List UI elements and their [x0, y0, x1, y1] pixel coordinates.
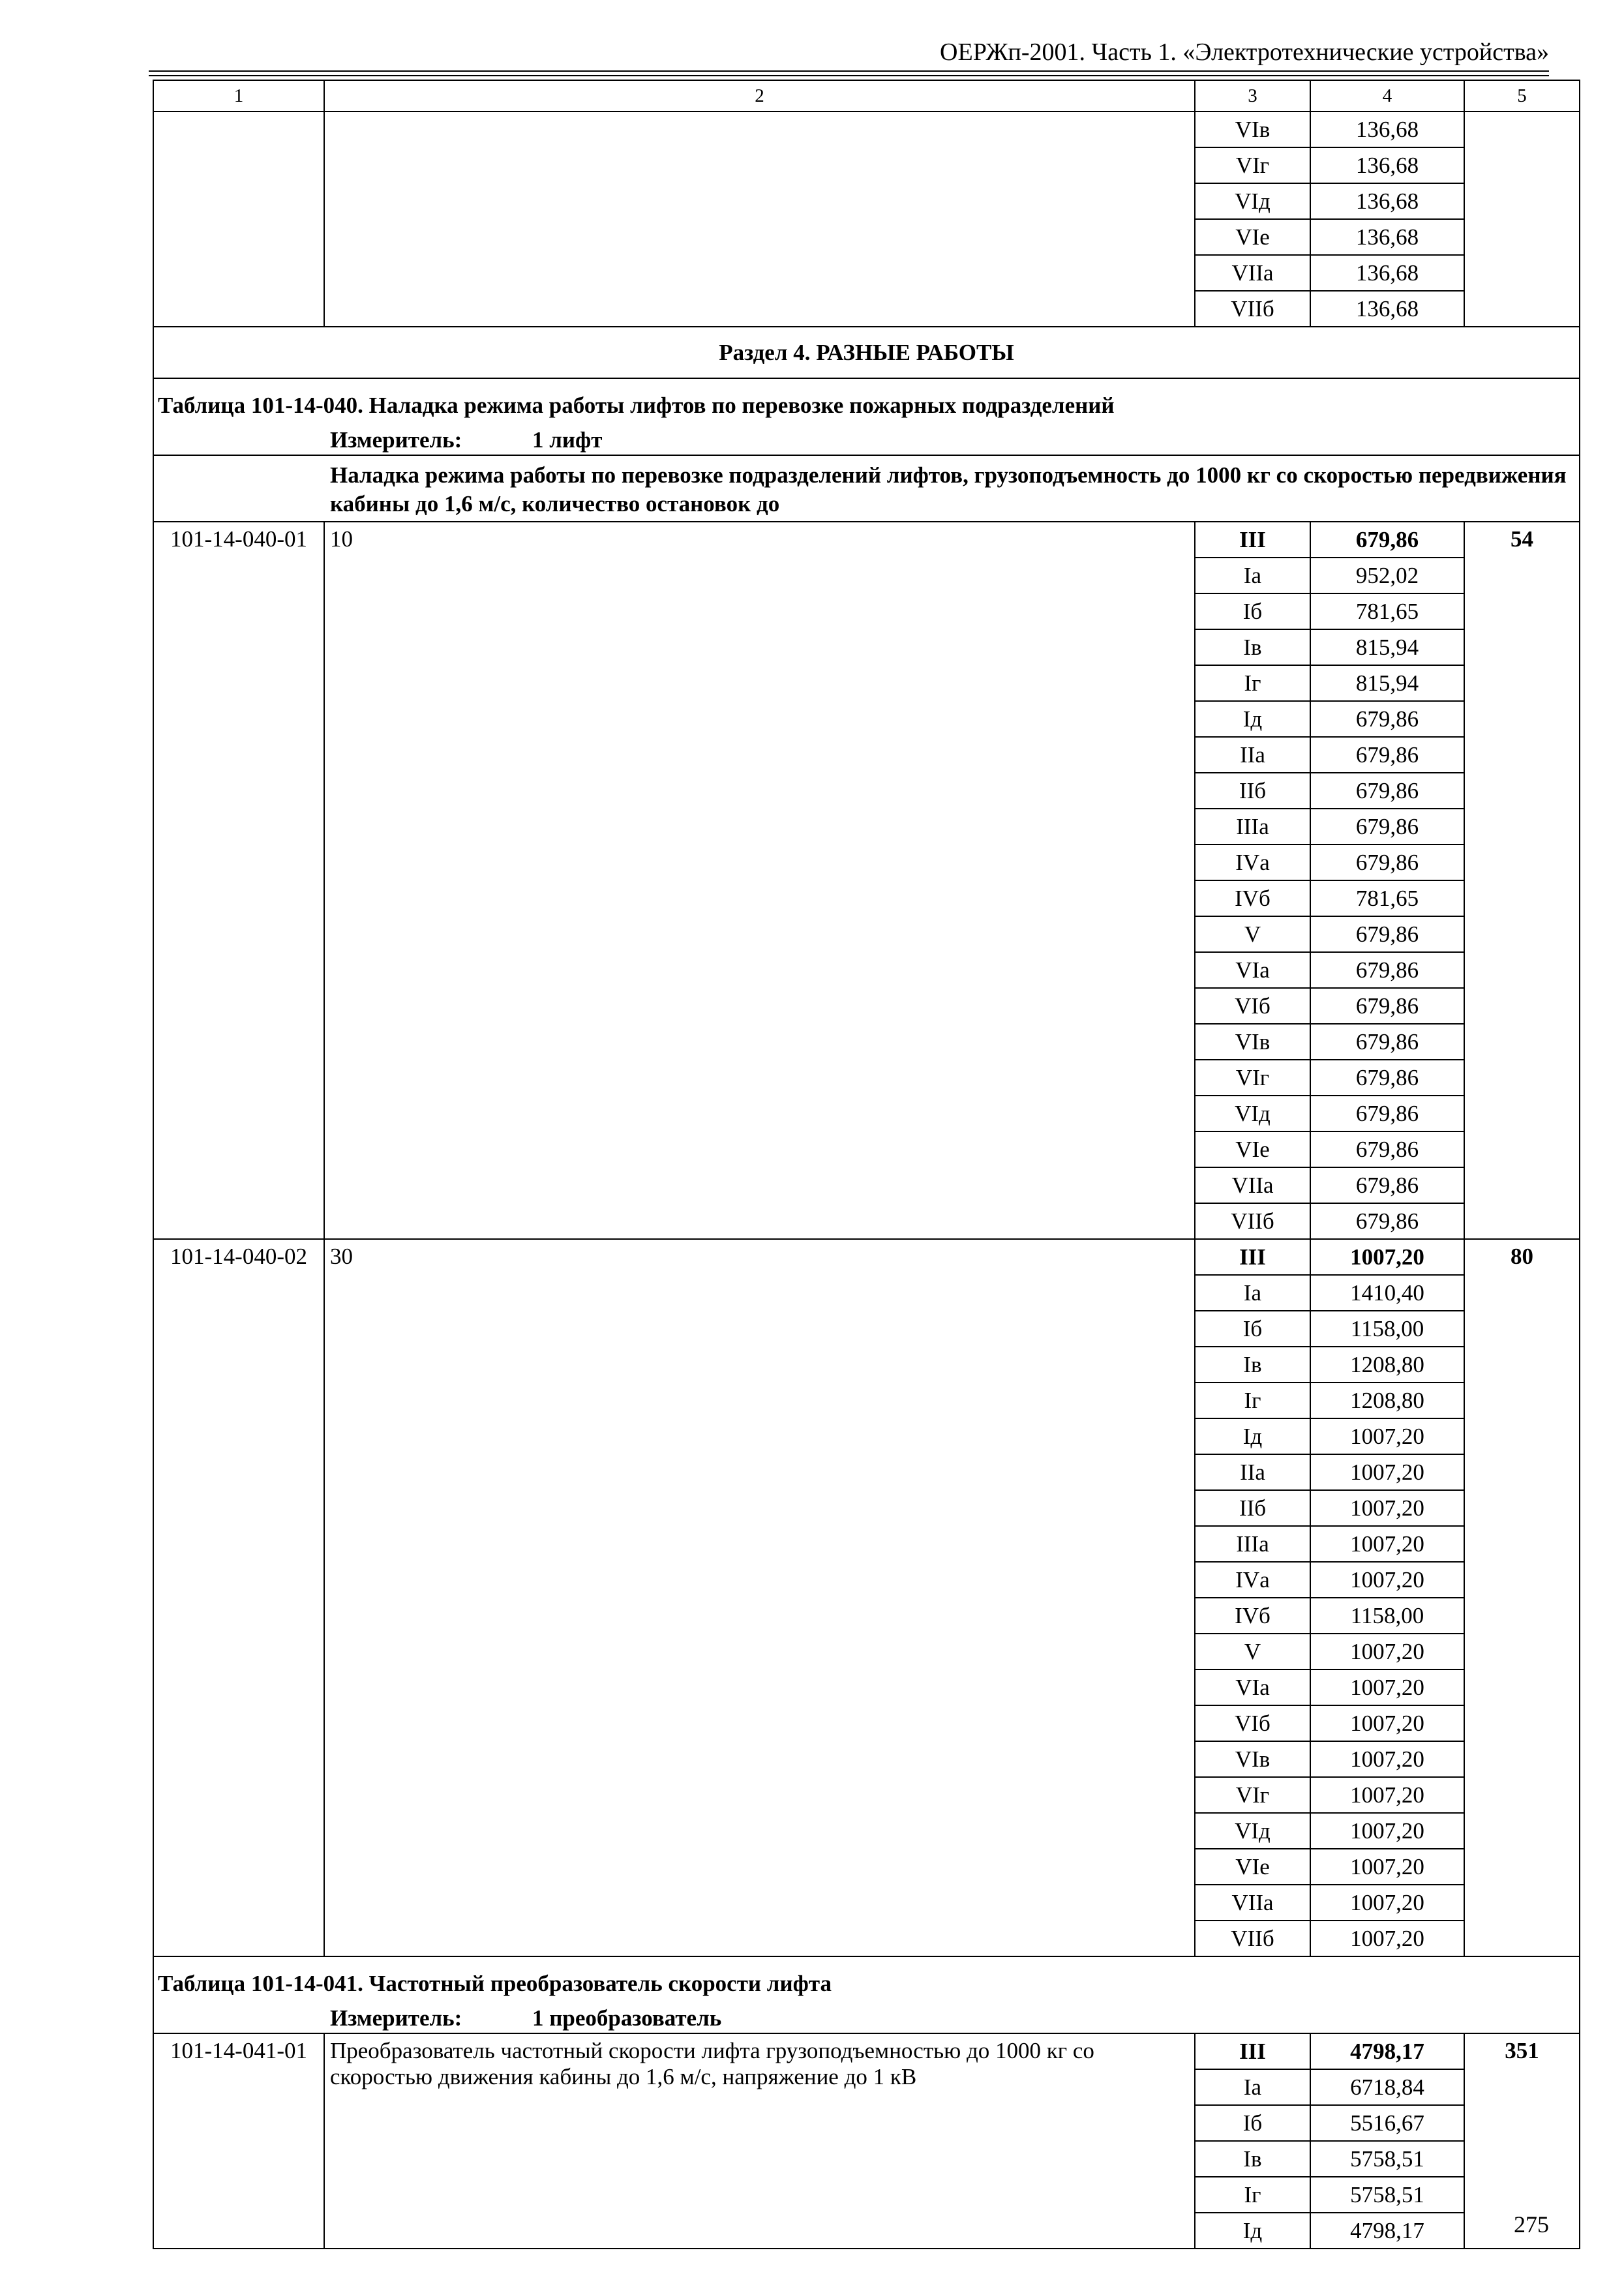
- value-cell: 5758,51: [1310, 2141, 1464, 2177]
- zone-cell: VIб: [1195, 988, 1310, 1024]
- value-cell: 1007,20: [1310, 1562, 1464, 1598]
- zone-cell: Iг: [1195, 665, 1310, 701]
- zone-cell: V: [1195, 1634, 1310, 1669]
- table-title-cell: [153, 378, 1580, 455]
- zone-cell: Iд: [1195, 701, 1310, 737]
- value-cell: 1007,20: [1310, 1741, 1464, 1777]
- value-cell: 679,86: [1310, 1060, 1464, 1096]
- zone-cell: IVб: [1195, 1598, 1310, 1634]
- item-name: Преобразователь частотный скорости лифта грузоподъемностью до 1000 кг со скоростью движения кабины до 1,6 м/с, напряжение до 1 кВ: [324, 2033, 1195, 2249]
- zone-cell: VIг: [1195, 147, 1310, 183]
- value-cell: 136,68: [1310, 147, 1464, 183]
- value-cell: 136,68: [1310, 183, 1464, 219]
- value-cell: 1007,20: [1310, 1454, 1464, 1490]
- value-cell: 679,86: [1310, 737, 1464, 773]
- value-cell: 5758,51: [1310, 2177, 1464, 2213]
- zone-cell: VIв: [1195, 112, 1310, 147]
- data-row: [153, 2033, 1580, 2069]
- zone-cell: Iб: [1195, 593, 1310, 629]
- value-cell: 679,86: [1310, 1203, 1464, 1239]
- code-cell: [153, 112, 324, 327]
- zone-cell: Iд: [1195, 1418, 1310, 1454]
- value-cell: 1007,20: [1310, 1634, 1464, 1669]
- zone-cell: Iг: [1195, 2177, 1310, 2213]
- value-cell: 679,86: [1310, 701, 1464, 737]
- value-cell: 815,94: [1310, 665, 1464, 701]
- value-cell: 679,86: [1310, 1131, 1464, 1167]
- zone-cell: III: [1195, 2033, 1310, 2069]
- zone-cell: IIIа: [1195, 1526, 1310, 1562]
- running-header: ОЕРЖп-2001. Часть 1. «Электротехнические устройства»: [940, 38, 1549, 66]
- value-cell: 136,68: [1310, 112, 1464, 147]
- column-number: 2: [324, 80, 1195, 112]
- measure-line: [330, 427, 1575, 453]
- value-cell: 1158,00: [1310, 1598, 1464, 1634]
- zone-cell: VIIб: [1195, 1921, 1310, 1956]
- column-number: 4: [1310, 80, 1464, 112]
- value-cell: 679,86: [1310, 522, 1464, 558]
- name-cell: [324, 112, 1195, 327]
- value-cell: 679,86: [1310, 845, 1464, 880]
- value-cell: 5516,67: [1310, 2105, 1464, 2141]
- zone-cell: VIб: [1195, 1705, 1310, 1741]
- zone-cell: Iа: [1195, 558, 1310, 593]
- zone-cell: VIIб: [1195, 291, 1310, 327]
- value-cell: 1007,20: [1310, 1813, 1464, 1849]
- zone-cell: VIе: [1195, 1849, 1310, 1885]
- zone-cell: IIб: [1195, 773, 1310, 809]
- rates-table: [153, 80, 1580, 2249]
- zone-cell: Iа: [1195, 2069, 1310, 2105]
- measure-label: Измеритель:: [330, 2005, 462, 2031]
- value-cell: 1007,20: [1310, 1849, 1464, 1885]
- value-cell: 679,86: [1310, 952, 1464, 988]
- value-cell: 1007,20: [1310, 1526, 1464, 1562]
- value-cell: 815,94: [1310, 629, 1464, 665]
- zone-cell: IVа: [1195, 1562, 1310, 1598]
- column-number: 1: [153, 80, 324, 112]
- norm-cell: [1464, 112, 1580, 327]
- value-cell: 1410,40: [1310, 1275, 1464, 1311]
- value-cell: 1158,00: [1310, 1311, 1464, 1347]
- page-number: 275: [1514, 2211, 1549, 2237]
- zone-cell: VIг: [1195, 1777, 1310, 1813]
- zone-cell: VIа: [1195, 952, 1310, 988]
- zone-cell: VIд: [1195, 1813, 1310, 1849]
- zone-cell: VIе: [1195, 219, 1310, 255]
- section-row: [153, 327, 1580, 378]
- value-cell: 1007,20: [1310, 1490, 1464, 1526]
- zone-cell: VIа: [1195, 1669, 1310, 1705]
- item-name: 30: [324, 1239, 1195, 1956]
- zone-cell: V: [1195, 916, 1310, 952]
- table-title-cell: [153, 1956, 1580, 2033]
- table-title: Таблица 101-14-040. Наладка режима работы лифтов по перевозке пожарных подразделений: [158, 393, 1115, 418]
- zone-cell: III: [1195, 522, 1310, 558]
- measure-value: 1 преобразователь: [532, 2005, 722, 2031]
- item-name: 10: [324, 522, 1195, 1239]
- value-cell: 4798,17: [1310, 2033, 1464, 2069]
- zone-cell: IVа: [1195, 845, 1310, 880]
- zone-cell: Iг: [1195, 1383, 1310, 1418]
- zone-cell: Iв: [1195, 2141, 1310, 2177]
- value-cell: 6718,84: [1310, 2069, 1464, 2105]
- item-norm: 54: [1464, 522, 1580, 1239]
- value-cell: 679,86: [1310, 916, 1464, 952]
- value-cell: 679,86: [1310, 809, 1464, 845]
- column-number-row: [153, 80, 1580, 112]
- value-cell: 1007,20: [1310, 1239, 1464, 1275]
- value-cell: 679,86: [1310, 988, 1464, 1024]
- value-cell: 679,86: [1310, 773, 1464, 809]
- value-cell: 1007,20: [1310, 1669, 1464, 1705]
- rates-table-body: [153, 80, 1580, 2249]
- description-row: [153, 455, 1580, 522]
- item-norm: 80: [1464, 1239, 1580, 1956]
- value-cell: 679,86: [1310, 1096, 1464, 1131]
- value-cell: 781,65: [1310, 593, 1464, 629]
- header-rule: [149, 70, 1549, 76]
- value-cell: 1007,20: [1310, 1705, 1464, 1741]
- zone-cell: Iб: [1195, 2105, 1310, 2141]
- value-cell: 136,68: [1310, 291, 1464, 327]
- zone-cell: VIд: [1195, 1096, 1310, 1131]
- zone-cell: VIд: [1195, 183, 1310, 219]
- table-title: Таблица 101-14-041. Частотный преобразователь скорости лифта: [158, 1971, 832, 1996]
- value-cell: 1007,20: [1310, 1921, 1464, 1956]
- value-cell: 136,68: [1310, 255, 1464, 291]
- measure-line: [330, 2005, 1575, 2031]
- zone-cell: VIIа: [1195, 1167, 1310, 1203]
- data-row: [153, 1239, 1580, 1275]
- data-row: [153, 112, 1580, 147]
- zone-cell: Iб: [1195, 1311, 1310, 1347]
- zone-cell: VIIа: [1195, 255, 1310, 291]
- zone-cell: IIа: [1195, 737, 1310, 773]
- measure-label: Измеритель:: [330, 427, 462, 453]
- zone-cell: III: [1195, 1239, 1310, 1275]
- item-code: 101-14-040-02: [153, 1239, 324, 1956]
- zone-cell: Iв: [1195, 629, 1310, 665]
- value-cell: 1007,20: [1310, 1777, 1464, 1813]
- zone-cell: VIг: [1195, 1060, 1310, 1096]
- value-cell: 781,65: [1310, 880, 1464, 916]
- zone-cell: VIе: [1195, 1131, 1310, 1167]
- table-title-row: [153, 378, 1580, 455]
- zone-cell: Iд: [1195, 2213, 1310, 2249]
- zone-cell: VIIа: [1195, 1885, 1310, 1921]
- measure-value: 1 лифт: [532, 427, 603, 453]
- column-number: 3: [1195, 80, 1310, 112]
- value-cell: 679,86: [1310, 1024, 1464, 1060]
- value-cell: 136,68: [1310, 219, 1464, 255]
- item-code: 101-14-040-01: [153, 522, 324, 1239]
- value-cell: 1208,80: [1310, 1347, 1464, 1383]
- data-row: [153, 522, 1580, 558]
- value-cell: 1007,20: [1310, 1418, 1464, 1454]
- item-norm: 351: [1464, 2033, 1580, 2249]
- item-code: 101-14-041-01: [153, 2033, 324, 2249]
- zone-cell: Iа: [1195, 1275, 1310, 1311]
- table-description: Наладка режима работы по перевозке подразделений лифтов, грузоподъемность до 1000 кг со скоростью передвижения кабины до 1,6 м/с, количество остановок до: [153, 455, 1580, 522]
- value-cell: 952,02: [1310, 558, 1464, 593]
- zone-cell: VIIб: [1195, 1203, 1310, 1239]
- column-number: 5: [1464, 80, 1580, 112]
- table-title-row: [153, 1956, 1580, 2033]
- zone-cell: IIIа: [1195, 809, 1310, 845]
- value-cell: 1007,20: [1310, 1885, 1464, 1921]
- zone-cell: IIа: [1195, 1454, 1310, 1490]
- value-cell: 1208,80: [1310, 1383, 1464, 1418]
- zone-cell: Iв: [1195, 1347, 1310, 1383]
- zone-cell: IIб: [1195, 1490, 1310, 1526]
- section-title: Раздел 4. РАЗНЫЕ РАБОТЫ: [153, 327, 1580, 378]
- value-cell: 679,86: [1310, 1167, 1464, 1203]
- zone-cell: VIв: [1195, 1024, 1310, 1060]
- value-cell: 4798,17: [1310, 2213, 1464, 2249]
- zone-cell: IVб: [1195, 880, 1310, 916]
- zone-cell: VIв: [1195, 1741, 1310, 1777]
